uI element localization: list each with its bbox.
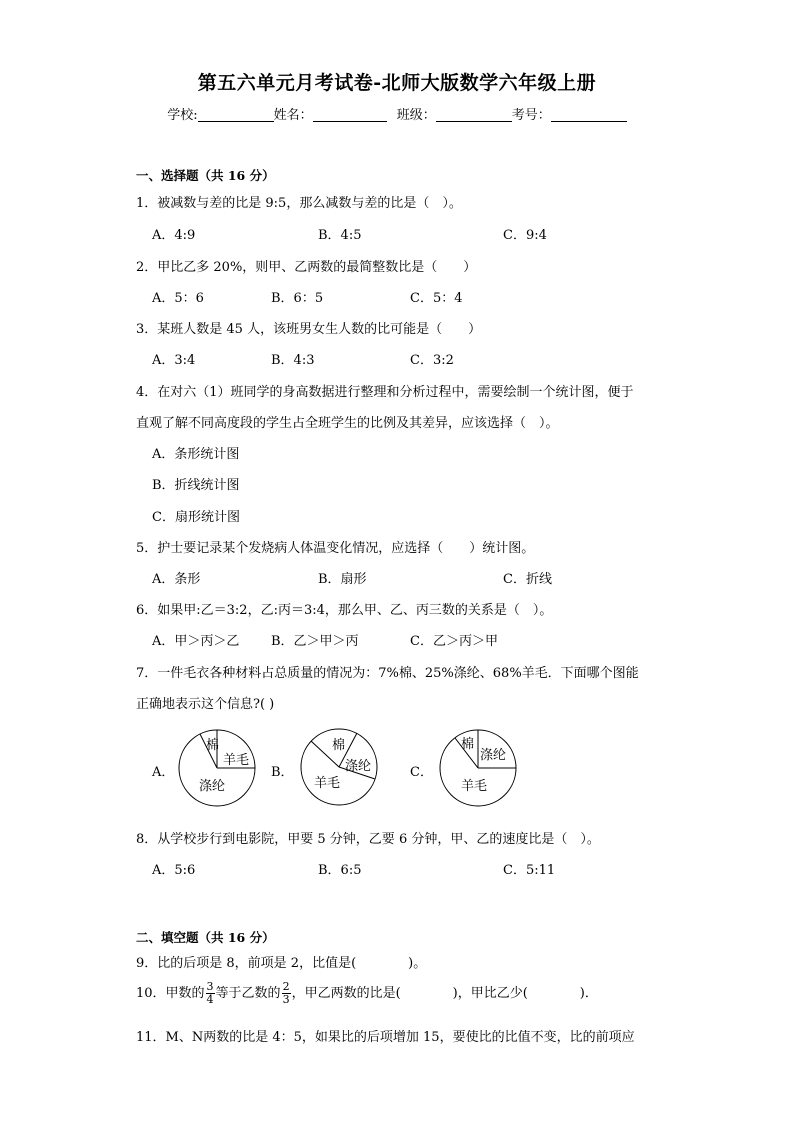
question-8: 8．从学校步行到电影院，甲要 5 分钟，乙要 6 分钟，甲、乙的速度比是（ ）。 — [136, 832, 600, 847]
q3-option-c[interactable]: C．3:2 — [410, 353, 454, 368]
pie-c-wool-label: 羊毛 — [461, 779, 488, 794]
number-field[interactable] — [551, 107, 627, 122]
question-11: 11．M、N两数的比是 4：5，如果比的后项增加 15，要使比的比值不变，比的前项应 — [136, 1030, 635, 1045]
q10-fraction-1-numerator: 3 — [206, 980, 214, 993]
q7-pie-c — [438, 728, 518, 808]
school-field[interactable] — [198, 107, 274, 122]
q6-option-c[interactable]: C．乙＞丙＞甲 — [410, 634, 498, 649]
q3-option-b[interactable]: B．4:3 — [271, 353, 315, 368]
section-2-heading: 二、填空题（共 16 分） — [136, 930, 275, 945]
question-3: 3．某班人数是 45 人，该班男女生人数的比可能是（ ） — [136, 322, 482, 337]
q10-fraction-1-denominator: 4 — [206, 993, 214, 1006]
pie-b-polyester-label: 涤纶 — [345, 759, 372, 774]
q10-middle: 等于乙数的 — [215, 986, 281, 1001]
q2-option-a[interactable]: A．5：6 — [152, 291, 204, 306]
q1-option-c[interactable]: C．9:4 — [503, 228, 547, 243]
school-label: 学校: — [167, 108, 198, 123]
name-label: 姓名： — [273, 108, 313, 123]
q3-option-a[interactable]: A．3:4 — [152, 353, 196, 368]
q6-option-a[interactable]: A．甲＞丙＞乙 — [152, 634, 240, 649]
name-field[interactable] — [313, 107, 387, 122]
question-2: 2．甲比乙多 20%，则甲、乙两数的最简整数比是（ ） — [136, 260, 477, 275]
pie-b-wool-label: 羊毛 — [314, 776, 341, 791]
pie-c-polyester-label: 涤纶 — [480, 748, 507, 763]
q1-option-a[interactable]: A．4:9 — [152, 228, 196, 243]
q8-option-a[interactable]: A．5:6 — [152, 863, 196, 878]
q10-fraction-2-numerator: 2 — [282, 980, 290, 993]
class-label: 班级： — [396, 108, 436, 123]
pie-b-cotton-label: 棉 — [332, 738, 346, 753]
pie-a-polyester-label: 涤纶 — [199, 779, 226, 794]
section-1-heading: 一、选择题（共 16 分） — [136, 168, 275, 183]
q5-option-b[interactable]: B．扇形 — [318, 572, 367, 587]
q4-option-b[interactable]: B．折线统计图 — [152, 478, 240, 493]
q4-option-c[interactable]: C．扇形统计图 — [152, 510, 240, 525]
pie-a-cotton-label: 棉 — [206, 738, 220, 753]
q10-prefix: 10．甲数的 — [136, 986, 205, 1001]
question-6: 6．如果甲:乙＝3:2，乙:丙＝3:4，那么甲、乙、丙三数的关系是（ ）。 — [136, 603, 553, 618]
q4-option-a[interactable]: A．条形统计图 — [152, 447, 240, 462]
q5-option-a[interactable]: A．条形 — [152, 572, 201, 587]
q10-suffix: ，甲乙两数的比是( )，甲比乙少( )． — [291, 986, 598, 1001]
question-5: 5．护士要记录某个发烧病人体温变化情况，应选择（ ）统计图。 — [136, 541, 535, 556]
q7-option-a[interactable]: A． — [152, 765, 175, 780]
question-4-line-1: 4．在对六（1）班同学的身高数据进行整理和分析过程中，需要绘制一个统计图，便于 — [136, 385, 634, 400]
question-9: 9．比的后项是 8，前项是 2，比值是( )。 — [136, 956, 427, 971]
q2-option-c[interactable]: C．5：4 — [410, 291, 463, 306]
q10-fraction-1 — [206, 981, 215, 1006]
question-10 — [136, 980, 598, 1008]
question-7-line-1: 7．一件毛衣各种材料占总质量的情况为：7%棉、25%涤纶、68%羊毛．下面哪个图能 — [136, 666, 639, 681]
question-1: 1．被减数与差的比是 9:5，那么减数与差的比是（ ）。 — [136, 196, 462, 211]
q7-option-b[interactable]: B． — [271, 765, 294, 780]
number-label: 考号： — [511, 108, 551, 123]
q8-option-b[interactable]: B．6:5 — [318, 863, 362, 878]
pie-a-wool-label: 羊毛 — [223, 753, 250, 768]
page-title: 第五六单元月考试卷-北师大版数学六年级上册 — [197, 72, 597, 94]
class-field[interactable] — [436, 107, 512, 122]
q7-option-c[interactable]: C． — [410, 765, 433, 780]
student-info — [0, 104, 794, 123]
q10-fraction-2-denominator: 3 — [282, 993, 290, 1006]
q5-option-c[interactable]: C．折线 — [503, 572, 552, 587]
pie-c-cotton-label: 棉 — [461, 737, 475, 752]
q8-option-c[interactable]: C．5:11 — [503, 863, 556, 878]
q6-option-b[interactable]: B．乙＞甲＞丙 — [271, 634, 359, 649]
question-4-line-2: 直观了解不同高度段的学生占全班学生的比例及其差异，应该选择（ ）。 — [136, 416, 559, 431]
question-7-line-2: 正确地表示这个信息?( ) — [136, 697, 275, 712]
q1-option-b[interactable]: B．4:5 — [318, 228, 362, 243]
q10-fraction-2 — [282, 981, 291, 1006]
q2-option-b[interactable]: B．6：5 — [271, 291, 324, 306]
